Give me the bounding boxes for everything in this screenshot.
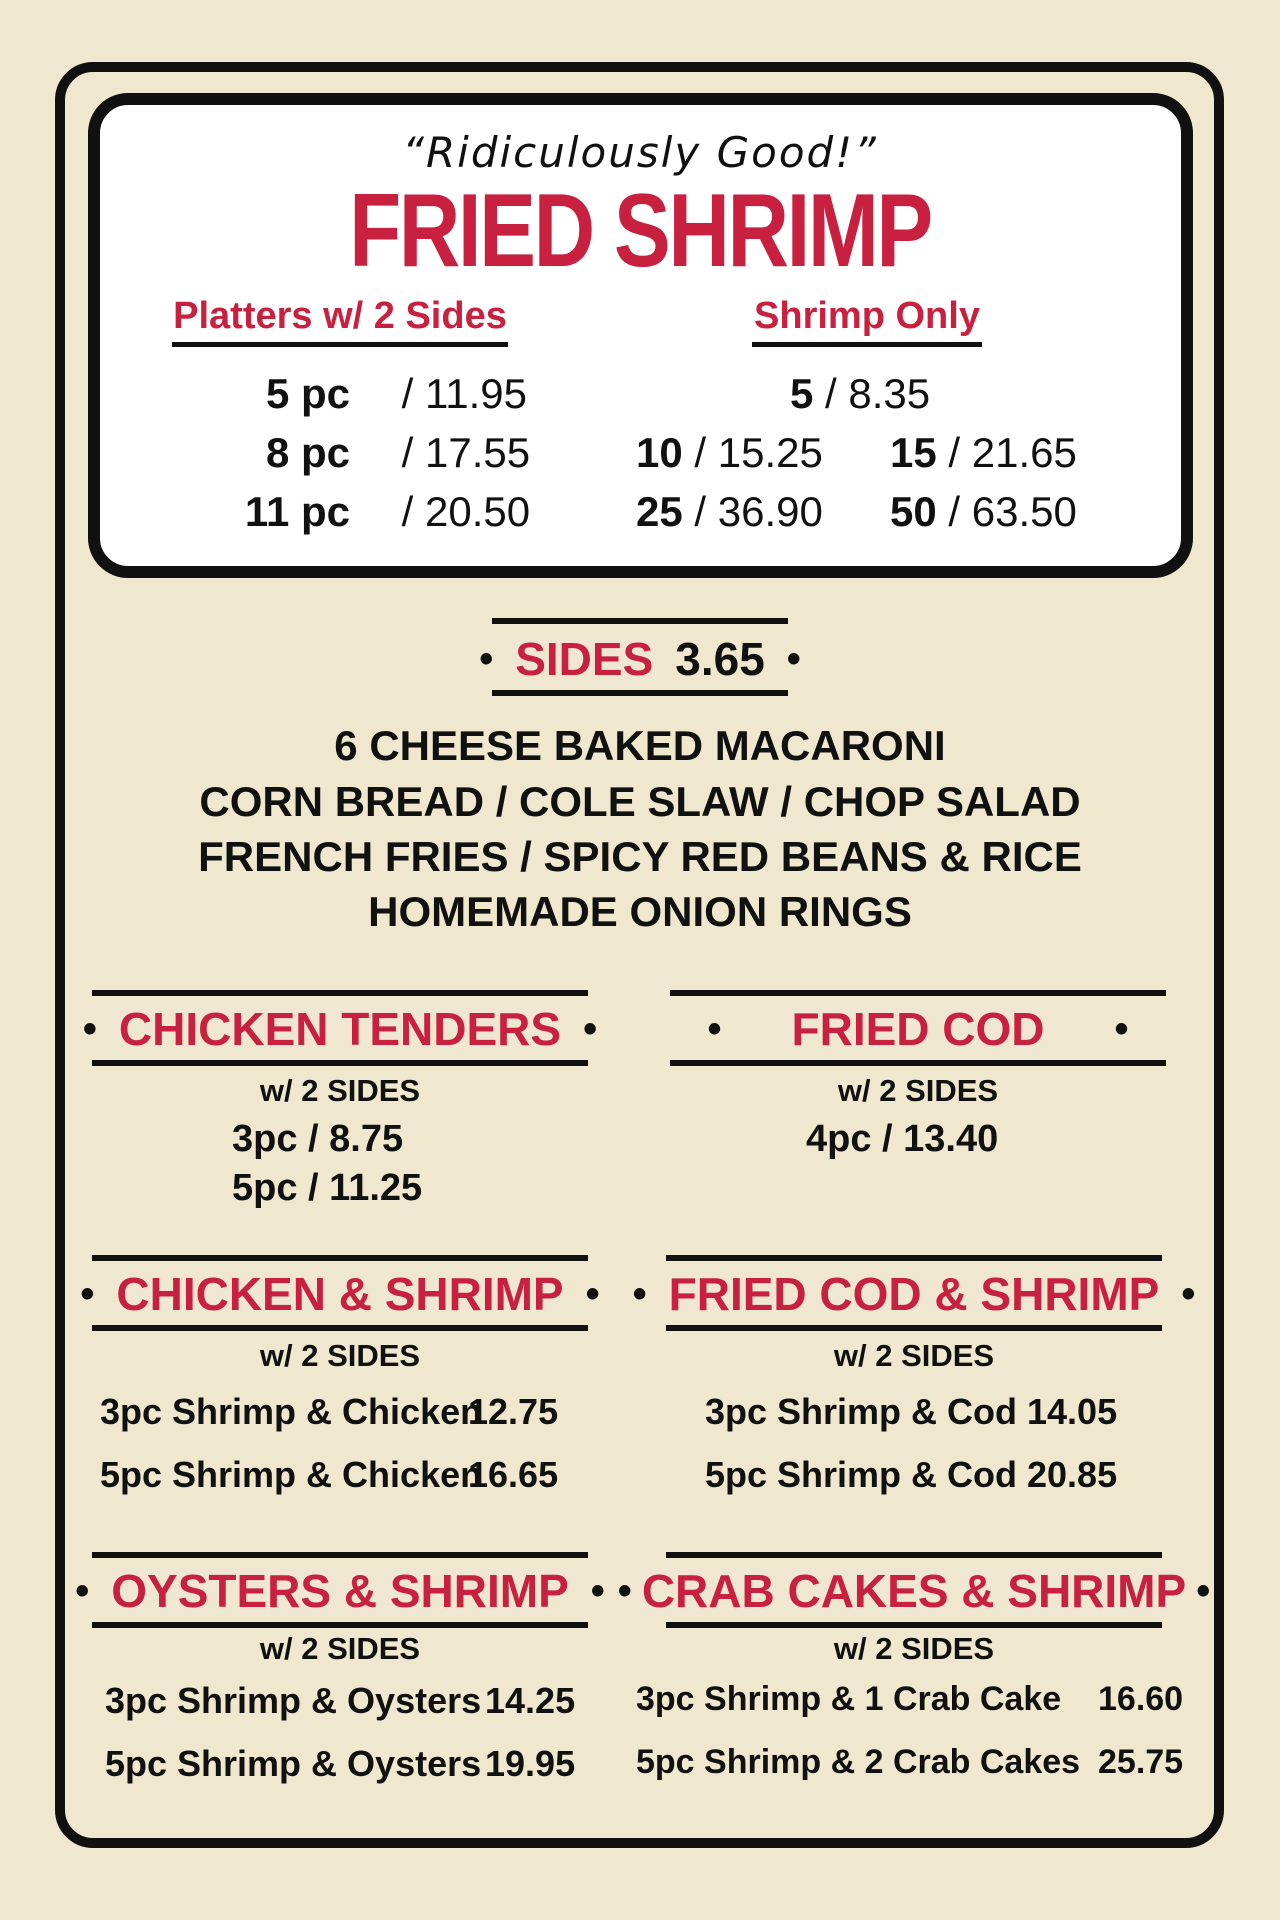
menu-item [100,1391,558,1433]
bullet-icon: • [75,1568,90,1613]
item-price: 25.75 [1098,1743,1184,1781]
shrimp-only-row [890,429,1077,477]
divider [666,1325,1162,1331]
bullet-icon: • [1196,1568,1211,1613]
shrimp-only-row [790,370,930,418]
divider [670,990,1166,996]
crab-shrimp-heading [617,1564,1211,1618]
item-name: 5pc Shrimp & Cod [705,1454,1018,1495]
section-title: CRAB CAKES & SHRIMP [641,1565,1187,1617]
platter-row [200,488,530,536]
oysters-shrimp-heading [75,1564,605,1618]
bullet-icon: • [632,1271,647,1316]
tagline: “Ridiculously Good!” [402,128,878,177]
divider [666,1255,1162,1261]
item-price: 16.60 [1098,1680,1184,1718]
page-title: FRIED SHRIMP [349,173,931,289]
cod-shrimp-heading [632,1267,1196,1321]
bullet-icon: • [1181,1271,1196,1316]
bullet-icon: • [82,1006,97,1051]
menu-item [100,1454,558,1496]
section-title: CHICKEN TENDERS [118,1003,562,1055]
divider [92,1060,588,1066]
sides-note: w/ 2 SIDES [259,1073,421,1108]
divider [92,1325,588,1331]
item-price: 14.25 [485,1680,576,1721]
platters-heading: Platters w/ 2 Sides [172,295,508,347]
platter-price: / 20.50 [401,488,531,535]
chicken-tenders-heading [82,1002,598,1056]
platter-price: / 11.95 [401,370,527,417]
shrimp-price: / 63.50 [948,488,1077,535]
shrimp-price: / 21.65 [948,429,1077,476]
sides-price: 3.65 [675,633,765,685]
side-item: 6 CHEESE BAKED MACARONI [334,722,946,769]
side-item: FRENCH FRIES / SPICY RED BEANS & RICE [198,833,1082,880]
bullet-icon: • [585,1271,600,1316]
menu-item [705,1454,1117,1496]
menu-item [636,1743,1183,1782]
fried-cod-heading [670,1002,1166,1056]
item-price: 14.05 [1027,1391,1118,1432]
menu-item [105,1743,575,1785]
sides-note: w/ 2 SIDES [259,1631,421,1666]
shrimp-qty: 15 [890,429,937,476]
shrimp-price: / 15.25 [694,429,823,476]
shrimp-qty: 25 [636,488,683,535]
divider [492,690,788,696]
divider [666,1622,1162,1628]
shrimp-only-row [890,488,1077,536]
section-title: FRIED COD & SHRIMP [668,1268,1160,1320]
platter-qty: 5 pc [265,370,350,417]
shrimp-qty: 5 [790,370,814,417]
item-name: 5pc Shrimp & Chicken [100,1454,483,1495]
divider [666,1552,1162,1558]
section-title: OYSTERS & SHRIMP [111,1565,569,1617]
bullet-icon: • [583,1006,598,1051]
item-name: 5pc Shrimp & Oysters [105,1743,482,1784]
bullet-icon: • [479,636,494,681]
menu-item [705,1391,1117,1433]
menu-item: 3pc / 8.75 [232,1118,404,1160]
sides-note: w/ 2 SIDES [259,1338,421,1373]
bullet-icon: • [1114,1006,1129,1051]
section-title: CHICKEN & SHRIMP [116,1268,564,1320]
divider [92,1255,588,1261]
sides-heading [479,632,801,686]
shrimp-price: / 8.35 [825,370,931,417]
shrimp-only-heading: Shrimp Only [752,295,982,347]
shrimp-qty: 10 [636,429,683,476]
bullet-icon: • [786,636,801,681]
platter-row [200,370,527,418]
divider [92,1622,588,1628]
menu-item: 5pc / 11.25 [232,1167,423,1209]
sides-note: w/ 2 SIDES [833,1631,995,1666]
bullet-icon: • [80,1271,95,1316]
platter-qty: 8 pc [265,429,350,476]
menu-item: 4pc / 13.40 [806,1118,999,1160]
side-item: HOMEMADE ONION RINGS [368,888,912,935]
section-title: FRIED COD [791,1003,1045,1055]
platter-price: / 17.55 [401,429,531,476]
sides-label: SIDES [515,633,654,685]
side-item: CORN BREAD / COLE SLAW / CHOP SALAD [199,778,1081,825]
item-name: 3pc Shrimp & 1 Crab Cake [636,1680,1062,1718]
shrimp-only-row [636,488,823,536]
divider [92,990,588,996]
item-price: 12.75 [468,1391,559,1432]
shrimp-only-row [636,429,823,477]
chicken-shrimp-heading [80,1267,600,1321]
item-name: 5pc Shrimp & 2 Crab Cakes [636,1743,1081,1781]
bullet-icon: • [590,1568,605,1613]
divider [492,618,788,624]
menu-item [636,1680,1183,1719]
shrimp-qty: 50 [890,488,937,535]
item-price: 16.65 [468,1454,559,1495]
bullet-icon: • [707,1006,722,1051]
item-name: 3pc Shrimp & Chicken [100,1391,483,1432]
menu-item [105,1680,575,1722]
sides-note: w/ 2 SIDES [833,1338,995,1373]
bullet-icon: • [617,1568,632,1613]
item-price: 19.95 [485,1743,576,1784]
item-price: 20.85 [1027,1454,1118,1495]
item-name: 3pc Shrimp & Oysters [105,1680,482,1721]
sides-note: w/ 2 SIDES [837,1073,999,1108]
platter-row [200,429,530,477]
platter-qty: 11 pc [244,488,350,535]
divider [92,1552,588,1558]
item-name: 3pc Shrimp & Cod [705,1391,1018,1432]
shrimp-price: / 36.90 [694,488,823,535]
divider [670,1060,1166,1066]
